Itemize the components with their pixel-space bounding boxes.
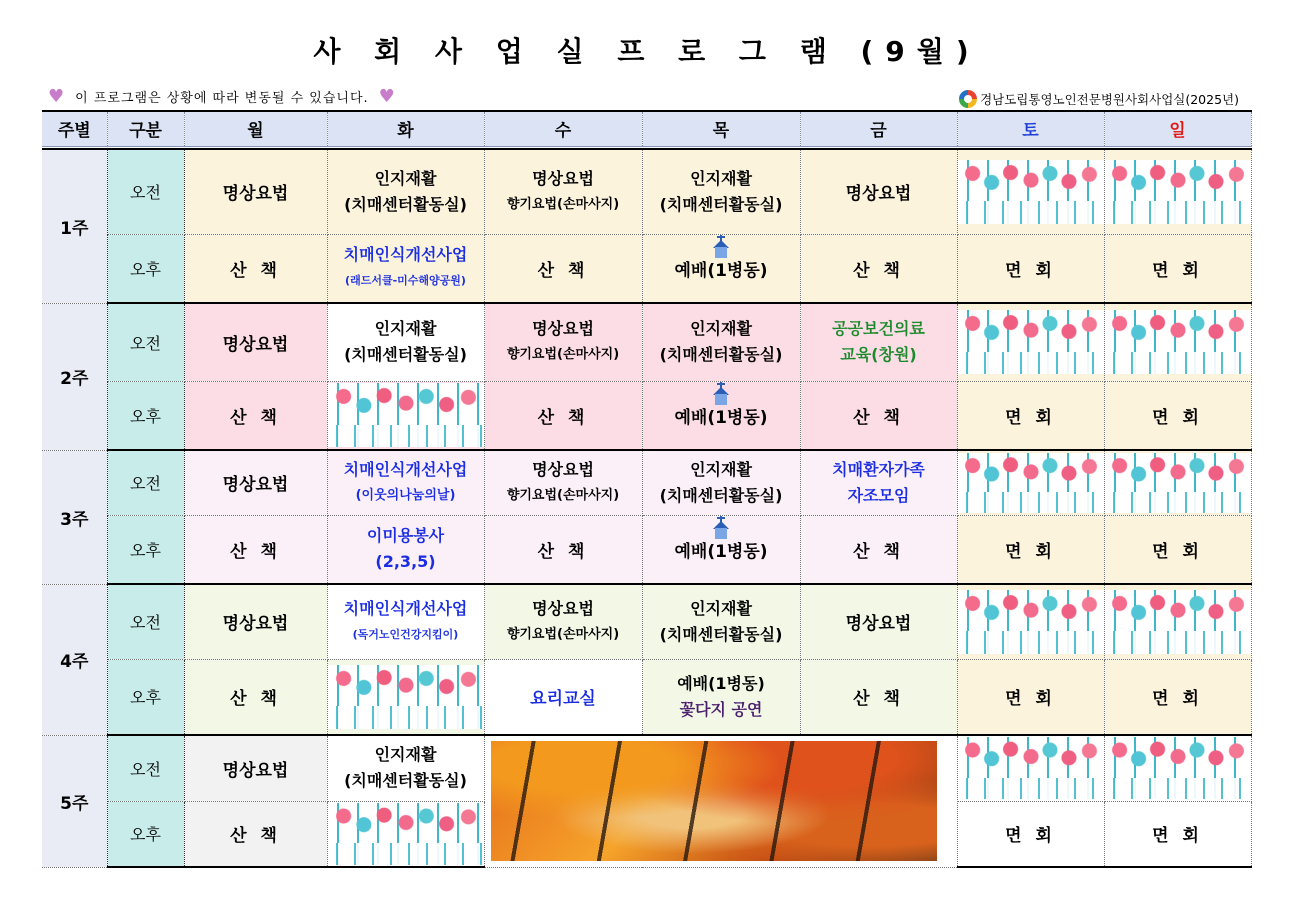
cell-wed-pm: 산 책 bbox=[484, 234, 642, 303]
week-label: 3주 bbox=[42, 450, 107, 584]
week1-am-row bbox=[42, 149, 1251, 234]
cell-mon-am: 명상요법 bbox=[184, 735, 327, 801]
header-thu: 목 bbox=[642, 111, 800, 146]
cell-sun-am bbox=[1104, 450, 1251, 515]
period-am: 오전 bbox=[107, 450, 184, 515]
tulip-image bbox=[1105, 160, 1251, 224]
cell-mon-am: 명상요법 bbox=[184, 149, 327, 234]
church-icon bbox=[708, 515, 734, 541]
week3-am-row bbox=[42, 450, 1251, 515]
schedule-table bbox=[42, 110, 1252, 868]
cell-sat-pm: 면 회 bbox=[957, 381, 1104, 450]
cell-thu-am: 인지재활 (치매센터활동실) bbox=[642, 584, 800, 659]
header-fri: 금 bbox=[800, 111, 957, 146]
autumn-forest-image-cell bbox=[484, 735, 957, 867]
tulip-image bbox=[1105, 453, 1251, 513]
cell-tue-am: 인지재활 (치매센터활동실) bbox=[327, 303, 484, 381]
cell-tue-am: 인지재활 (치매센터활동실) bbox=[327, 735, 484, 801]
cell-mon-pm: 산 책 bbox=[184, 659, 327, 735]
tulip-image bbox=[328, 383, 484, 447]
week4-pm-row bbox=[42, 659, 1251, 735]
tulip-image bbox=[1105, 310, 1251, 374]
header-period: 구분 bbox=[107, 111, 184, 146]
week5-am-row bbox=[42, 735, 1251, 801]
cell-sun-am bbox=[1104, 735, 1251, 801]
cell-sun-pm: 면 회 bbox=[1104, 801, 1251, 867]
week1-pm-row bbox=[42, 234, 1251, 303]
period-am: 오전 bbox=[107, 149, 184, 234]
period-pm: 오후 bbox=[107, 801, 184, 867]
cell-wed-am: 명상요법 향기요법(손마사지) bbox=[484, 584, 642, 659]
hospital-logo-icon bbox=[959, 90, 977, 108]
org-text: 경남도립통영노인전문병원사회사업실(2025년) bbox=[980, 92, 1239, 107]
church-icon bbox=[708, 234, 734, 260]
header-sun: 일 bbox=[1104, 111, 1251, 146]
header-sat: 토 bbox=[957, 111, 1104, 146]
cell-thu-am: 인지재활 (치매센터활동실) bbox=[642, 149, 800, 234]
cell-mon-am: 명상요법 bbox=[184, 584, 327, 659]
cell-fri-am: 치매환자가족 자조모임 bbox=[800, 450, 957, 515]
cell-sat-am bbox=[957, 149, 1104, 234]
header-wed: 수 bbox=[484, 111, 642, 146]
week-label: 1주 bbox=[42, 149, 107, 303]
org-label bbox=[959, 90, 1239, 108]
cell-tue-am: 치매인식개선사업 (독거노인건강지킴이) bbox=[327, 584, 484, 659]
cell-tue-pm bbox=[327, 659, 484, 735]
period-am: 오전 bbox=[107, 584, 184, 659]
period-pm: 오후 bbox=[107, 515, 184, 584]
notice-text: 이 프로그램은 상황에 따라 변동될 수 있습니다. bbox=[75, 91, 369, 106]
cell-tue-pm: 치매인식개선사업 (래드서클-미수해양공원) bbox=[327, 234, 484, 303]
cell-sat-pm: 면 회 bbox=[957, 659, 1104, 735]
cell-sat-pm: 면 회 bbox=[957, 801, 1104, 867]
cell-mon-pm: 산 책 bbox=[184, 801, 327, 867]
tulip-image bbox=[958, 160, 1104, 224]
cell-wed-pm: 산 책 bbox=[484, 515, 642, 584]
week2-am-row bbox=[42, 303, 1251, 381]
cell-wed-am: 명상요법 향기요법(손마사지) bbox=[484, 149, 642, 234]
cell-tue-pm: 이미용봉사 (2,3,5) bbox=[327, 515, 484, 584]
cell-thu-pm: 예배(1병동) bbox=[642, 515, 800, 584]
cell-sat-am bbox=[957, 735, 1104, 801]
tulip-image bbox=[328, 665, 484, 729]
cell-sun-am bbox=[1104, 149, 1251, 234]
cell-fri-am: 명상요법 bbox=[800, 149, 957, 234]
tulip-image bbox=[958, 310, 1104, 374]
week4-am-row bbox=[42, 584, 1251, 659]
notice bbox=[48, 87, 396, 106]
cell-sun-pm: 면 회 bbox=[1104, 381, 1251, 450]
cell-thu-am: 인지재활 (치매센터활동실) bbox=[642, 450, 800, 515]
cell-wed-am: 명상요법 향기요법(손마사지) bbox=[484, 303, 642, 381]
cell-sun-pm: 면 회 bbox=[1104, 234, 1251, 303]
tulip-image bbox=[958, 590, 1104, 654]
cell-thu-pm: 예배(1병동) bbox=[642, 234, 800, 303]
header-tue: 화 bbox=[327, 111, 484, 146]
cell-sun-pm: 면 회 bbox=[1104, 515, 1251, 584]
cell-sat-am bbox=[957, 450, 1104, 515]
autumn-forest-image bbox=[491, 741, 937, 861]
tulip-image bbox=[958, 453, 1104, 513]
cell-mon-pm: 산 책 bbox=[184, 515, 327, 584]
period-am: 오전 bbox=[107, 303, 184, 381]
cell-sat-pm: 면 회 bbox=[957, 234, 1104, 303]
heart-icon: ♥ bbox=[378, 85, 396, 107]
cell-fri-pm: 산 책 bbox=[800, 659, 957, 735]
page-title: 사 회 사 업 실 프 로 그 램 (9월) bbox=[313, 35, 981, 68]
cell-mon-pm: 산 책 bbox=[184, 234, 327, 303]
cell-sat-am bbox=[957, 303, 1104, 381]
cell-fri-pm: 산 책 bbox=[800, 381, 957, 450]
tulip-image bbox=[1105, 590, 1251, 654]
cell-mon-pm: 산 책 bbox=[184, 381, 327, 450]
cell-fri-am: 명상요법 bbox=[800, 584, 957, 659]
period-am: 오전 bbox=[107, 735, 184, 801]
cell-thu-am: 인지재활 (치매센터활동실) bbox=[642, 303, 800, 381]
cell-tue-am: 치매인식개선사업 (이웃의나눔의날) bbox=[327, 450, 484, 515]
cell-wed-pm: 요리교실 bbox=[484, 659, 642, 735]
cell-thu-pm: 예배(1병동) bbox=[642, 381, 800, 450]
cell-sat-pm: 면 회 bbox=[957, 515, 1104, 584]
cell-mon-am: 명상요법 bbox=[184, 450, 327, 515]
cell-wed-am: 명상요법 향기요법(손마사지) bbox=[484, 450, 642, 515]
tulip-image bbox=[1105, 737, 1251, 799]
week3-pm-row bbox=[42, 515, 1251, 584]
tulip-image bbox=[328, 803, 484, 865]
cell-thu-pm: 예배(1병동) 꽃다지 공연 bbox=[642, 659, 800, 735]
cell-mon-am: 명상요법 bbox=[184, 303, 327, 381]
tulip-image bbox=[958, 737, 1104, 799]
cell-sun-am bbox=[1104, 584, 1251, 659]
period-pm: 오후 bbox=[107, 659, 184, 735]
header-row bbox=[42, 111, 1251, 146]
heart-icon: ♥ bbox=[48, 85, 66, 107]
cell-sun-pm: 면 회 bbox=[1104, 659, 1251, 735]
cell-sat-am bbox=[957, 584, 1104, 659]
church-icon bbox=[708, 381, 734, 407]
week-label: 5주 bbox=[42, 735, 107, 867]
cell-tue-pm bbox=[327, 381, 484, 450]
cell-fri-pm: 산 책 bbox=[800, 234, 957, 303]
header-mon: 월 bbox=[184, 111, 327, 146]
cell-wed-pm: 산 책 bbox=[484, 381, 642, 450]
week-label: 2주 bbox=[42, 303, 107, 450]
period-pm: 오후 bbox=[107, 234, 184, 303]
period-pm: 오후 bbox=[107, 381, 184, 450]
header-week: 주별 bbox=[42, 111, 107, 146]
cell-fri-am: 공공보건의료 교육(창원) bbox=[800, 303, 957, 381]
week2-pm-row bbox=[42, 381, 1251, 450]
cell-fri-pm: 산 책 bbox=[800, 515, 957, 584]
cell-tue-am: 인지재활 (치매센터활동실) bbox=[327, 149, 484, 234]
cell-sun-am bbox=[1104, 303, 1251, 381]
week-label: 4주 bbox=[42, 584, 107, 735]
cell-tue-pm bbox=[327, 801, 484, 867]
